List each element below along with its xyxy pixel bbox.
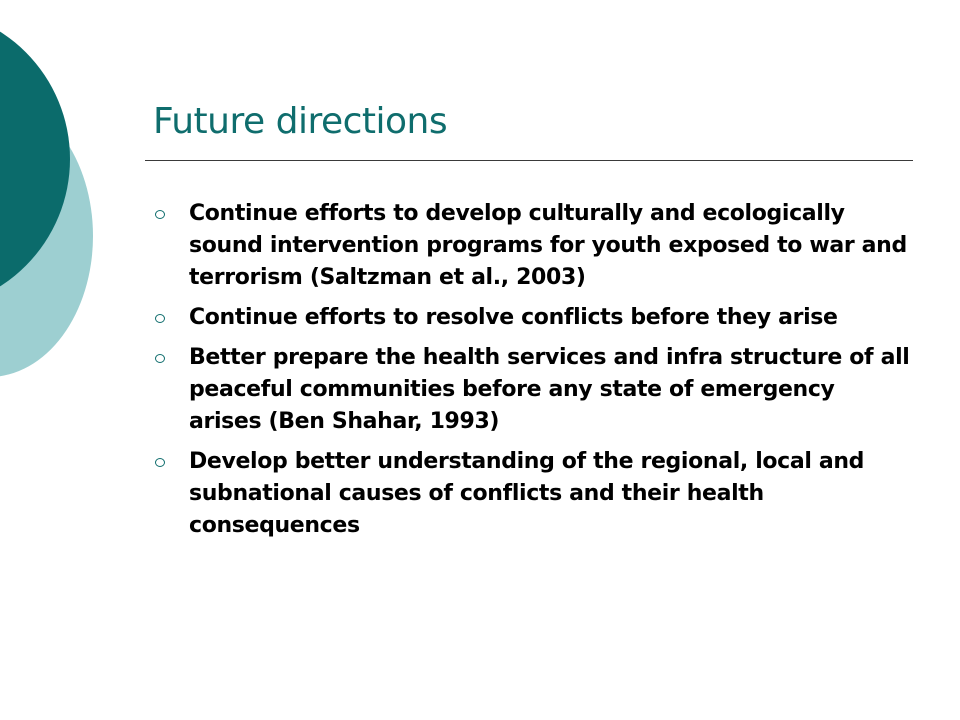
hollow-circle-icon (155, 354, 165, 363)
hollow-circle-icon (155, 210, 165, 219)
bullet-text: Continue efforts to resolve conflicts before they arise (189, 305, 838, 330)
title-divider (145, 160, 913, 161)
bullet-text: Better prepare the health services and infra structure of all peaceful communities before any state of emergency arises (Ben Shahar, 1993) (189, 345, 910, 434)
bullet-item (150, 198, 910, 294)
bullet-list (150, 198, 910, 550)
hollow-circle-icon (155, 314, 165, 323)
bullet-text: Develop better understanding of the regional, local and subnational causes of conflicts and their health consequences (189, 449, 865, 538)
bullet-text: Continue efforts to develop culturally and ecologically sound intervention programs for youth exposed to war and terrorism (Saltzman et al., 2003) (189, 201, 907, 290)
slide-title: Future directions (153, 101, 448, 142)
hollow-circle-icon (155, 458, 165, 467)
bullet-item (150, 446, 910, 542)
bullet-item (150, 342, 910, 438)
bullet-item (150, 302, 910, 334)
